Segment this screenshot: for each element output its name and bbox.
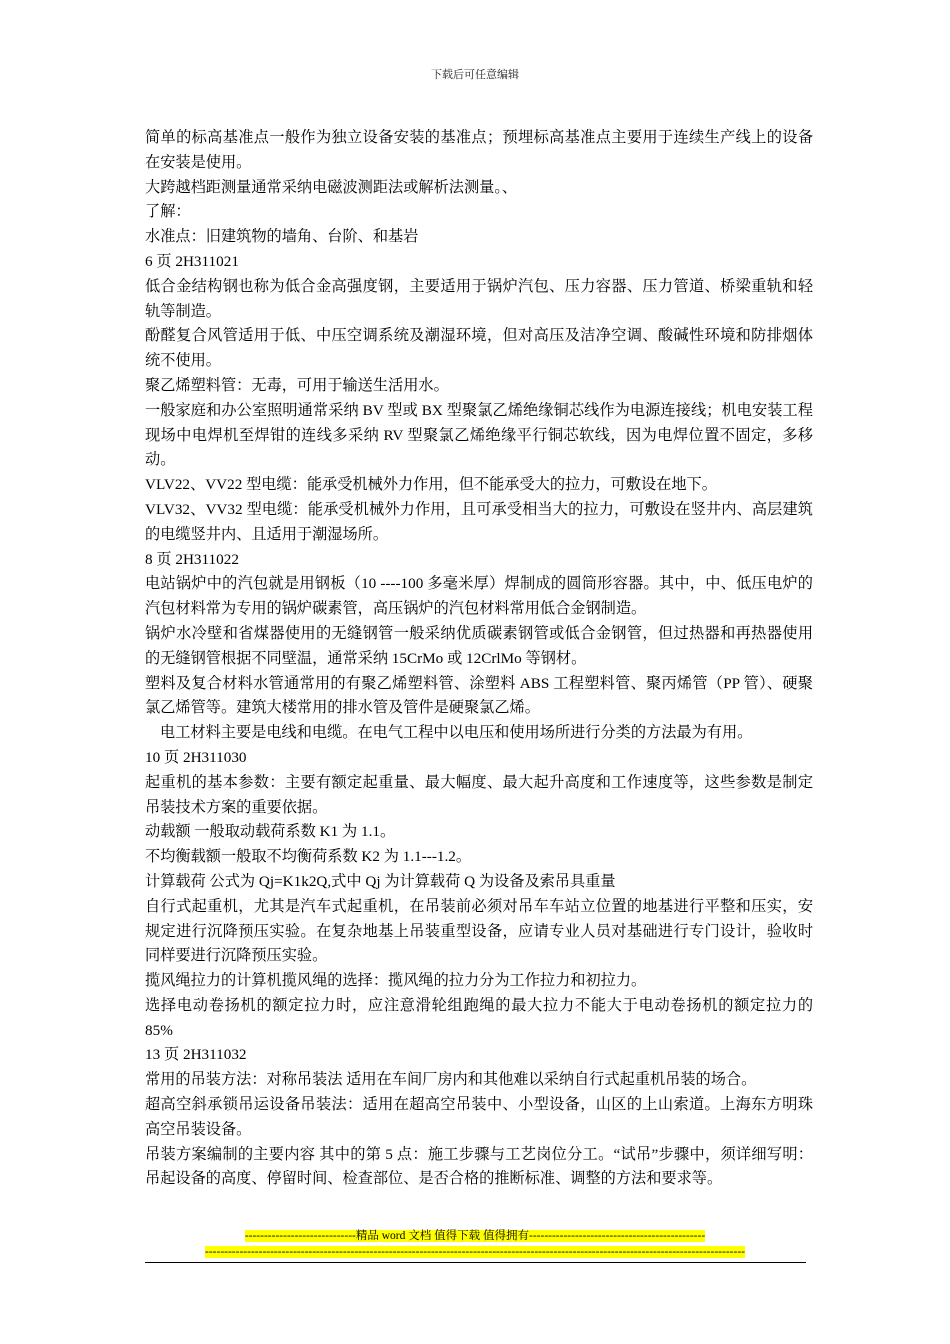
paragraph: VLV32、VV32 型电缆：能承受机械外力作用，且可承受相当大的拉力，可敷设在竖井内、高层建筑的电缆竖井内、且适用于潮湿场所。 [145,500,813,543]
paragraph: 水准点：旧建筑物的墙角、台阶、和基岩 [145,228,419,246]
paragraph: 起重机的基本参数：主要有额定起重量、最大幅度、最大起升高度和工作速度等，这些参数是制定吊装技术方案的重要依据。 [145,773,813,816]
paragraph: 13 页 2H311032 [145,1046,247,1064]
paragraph: 了解： [145,203,191,221]
paragraph: 简单的标高基准点一般作为独立设备安装的基准点；预埋标高基准点主要用于连续生产线上的设备在安装是使用。 [145,129,813,171]
paragraph: 电站锅炉中的汽包就是用钢板（10 ----100 多毫米厚）焊制成的圆筒形容器。其中，中、低压电炉的汽包材料常为专用的锅炉碳素管，高压锅炉的汽包材料常用低合金钢制造。 [145,575,813,618]
paragraph: 吊装方案编制的主要内容 其中的第 5 点：施工步骤与工艺岗位分工。“试吊”步骤中，须详细写明：吊起设备的高度、停留时间、检查部位、是否合格的推断标准、调整的方法和要求等。 [145,1145,813,1188]
paragraph: 塑料及复合材料水管通常用的有聚乙烯塑料管、涂塑料 ABS 工程塑料管、聚丙烯管（PP 管）、硬聚氯乙烯管等。建筑大楼常用的排水管及管件是硬聚氯乙烯。 [145,674,813,717]
footer-rule [145,1262,806,1263]
paragraph: VLV22、VV22 型电缆：能承受机械外力作用，但不能承受大的拉力，可敷设在地下。 [145,476,717,494]
paragraph: 8 页 2H311022 [145,550,239,568]
paragraph: 揽风绳拉力的计算机揽风绳的选择：揽风绳的拉力分为工作拉力和初拉力。 [145,972,647,990]
paragraph: 6 页 2H311021 [145,252,239,270]
footer-line-1 [0,1228,950,1244]
paragraph: 计算载荷 公式为 Qj=K1k2Q,式中 Qj 为计算载荷 Q 为设备及索吊具重量 [145,872,616,890]
document-body [145,126,813,1192]
footer-dash-line: --------------------------------------------------------------------------------------------------------------------------------------------- [205,1246,745,1258]
paragraph: 低合金结构钢也称为低合金高强度钢，主要适用于锅炉汽包、压力容器、压力管道、桥梁重轨和轻轨等制造。 [145,277,813,320]
paragraph: 自行式起重机，尤其是汽车式起重机，在吊装前必须对吊车车站立位置的地基进行平整和压实，安规定进行沉降预压实验。在复杂地基上吊装重型设备，应请专业人员对基础进行专门设计，验收时同样要进行沉降预压实验。 [145,897,813,965]
footer-line-2 [0,1244,950,1260]
paragraph: 常用的吊装方法：对称吊装法 适用在车间厂房内和其他难以采纳自行式起重机吊装的场合。 [145,1071,757,1089]
paragraph: 超高空斜承锁吊运设备吊装法：适用在超高空吊装中、小型设备，山区的上山索道。上海东方明珠高空吊装设备。 [145,1096,813,1138]
paragraph: 电工材料主要是电线和电缆。在电气工程中以电压和使用场所进行分类的方法最为有用。 [160,724,753,742]
paragraph: 聚乙烯塑料管：无毒，可用于输送生活用水。 [145,376,449,394]
paragraph: 一般家庭和办公室照明通常采纳 BV 型或 BX 型聚氯乙烯绝缘铜芯线作为电源连接线；机电安装工程现场中电焊机至焊钳的连线多采纳 RV 型聚氯乙烯绝缘平行铜芯软线，因为电焊位置不固定，多移动。 [145,401,813,469]
paragraph: 10 页 2H311030 [145,748,247,766]
paragraph: 大跨越档距测量通常采纳电磁波测距法或解析法测量。、 [145,178,518,196]
footer-banner-text: -----------------------------精品 word 文档 值得下载 值得拥有---------------------------------------------- [244,1230,706,1242]
page-header: 下载后可任意编辑 [431,69,519,81]
paragraph: 不均衡载额一般取不均衡荷系数 K2 为 1.1---1.2。 [145,848,472,866]
paragraph: 选择电动卷扬机的额定拉力时，应注意滑轮组跑绳的最大拉力不能大于电动卷扬机的额定拉力的 85% [145,996,813,1039]
paragraph: 锅炉水冷壁和省煤器使用的无缝钢管一般采纳优质碳素钢管或低合金钢管，但过热器和再热器使用的无缝钢管根据不同壁温，通常采纳 15CrMo 或 12CrlMo 等钢材。 [145,624,813,667]
paragraph: 动载额 一般取动载荷系数 K1 为 1.1。 [145,823,396,841]
paragraph: 酚醛复合风管适用于低、中压空调系统及潮湿环境，但对高压及洁净空调、酸碱性环境和防排烟体统不使用。 [145,327,813,370]
page-footer [0,1228,950,1260]
